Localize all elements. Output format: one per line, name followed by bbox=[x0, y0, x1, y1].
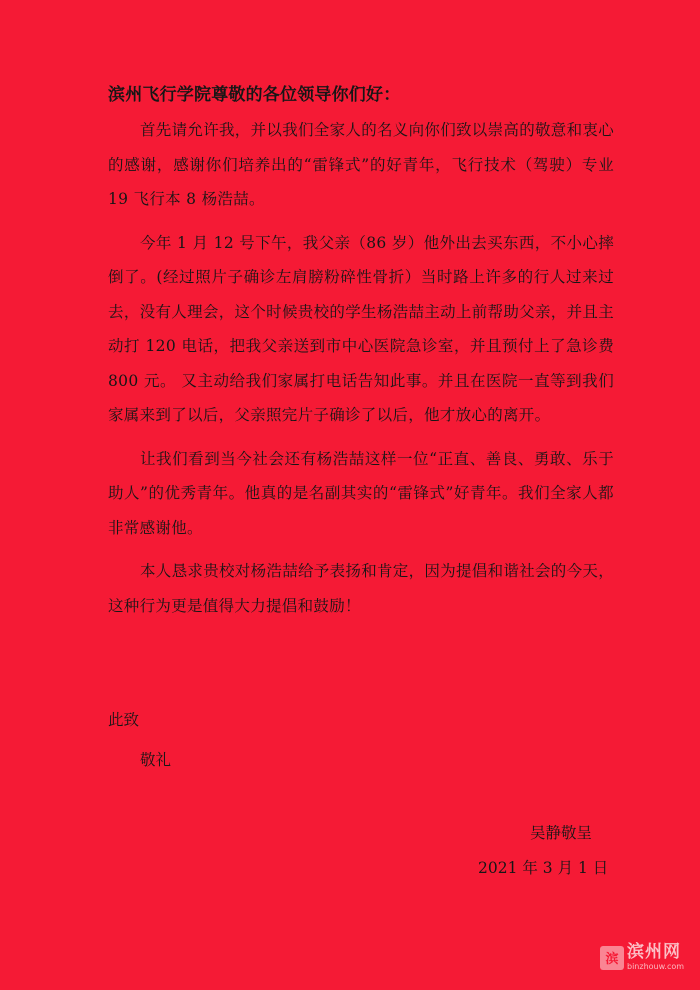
watermark-logo-icon: 滨 bbox=[600, 946, 624, 970]
site-watermark bbox=[600, 944, 684, 971]
closing-line-1: 此致 bbox=[108, 711, 140, 729]
letter-salutation: 滨州飞行学院尊敬的各位领导你们好： bbox=[108, 85, 401, 105]
letter-paragraph-3: 让我们看到当今社会还有杨浩喆这样一位“正直、善良、勇敢、乐于助人”的优秀青年。他真的是名副其实的“雷锋式”好青年。我们全家人都非常感谢他。 bbox=[108, 449, 614, 537]
letter-date: 2021 年 3 月 1 日 bbox=[478, 859, 609, 877]
letter-paragraph-2: 今年 1 月 12 号下午，我父亲（86 岁）他外出去买东西，不小心摔倒了。(经过照片子确诊左肩膀粉碎性骨折）当时路上许多的行人过来过去，没有人理会，这个时候贵校的学生杨浩喆主动上前帮助父亲，并且主动打 120 电话，把我父亲送到市中心医院急诊室，并且预付上了急诊费 800 元。 又主动给我们家属打电话告知此事。并且在医院一直等到我们家属来到了以后，父亲照完片子确诊了以后，他才放心的离开。 bbox=[108, 233, 614, 424]
watermark-url: binzhouw.com bbox=[627, 962, 685, 971]
watermark-name: 滨州网 bbox=[627, 942, 681, 962]
closing-line-2: 敬礼 bbox=[140, 751, 172, 769]
signature: 吴静敬呈 bbox=[530, 824, 593, 842]
watermark-text bbox=[627, 944, 684, 971]
letter-body bbox=[108, 83, 614, 632]
letter-paragraph-4: 本人恳求贵校对杨浩喆给予表扬和肯定，因为提倡和谐社会的今天，这种行为更是值得大力提倡和鼓励！ bbox=[108, 562, 615, 615]
letter-paragraph-1: 首先请允许我，并以我们全家人的名义向你们致以崇高的敬意和衷心的感谢，感谢你们培养出的“雷锋式”的好青年，飞行技术（驾驶）专业 19 飞行本 8 杨浩喆。 bbox=[108, 121, 615, 208]
